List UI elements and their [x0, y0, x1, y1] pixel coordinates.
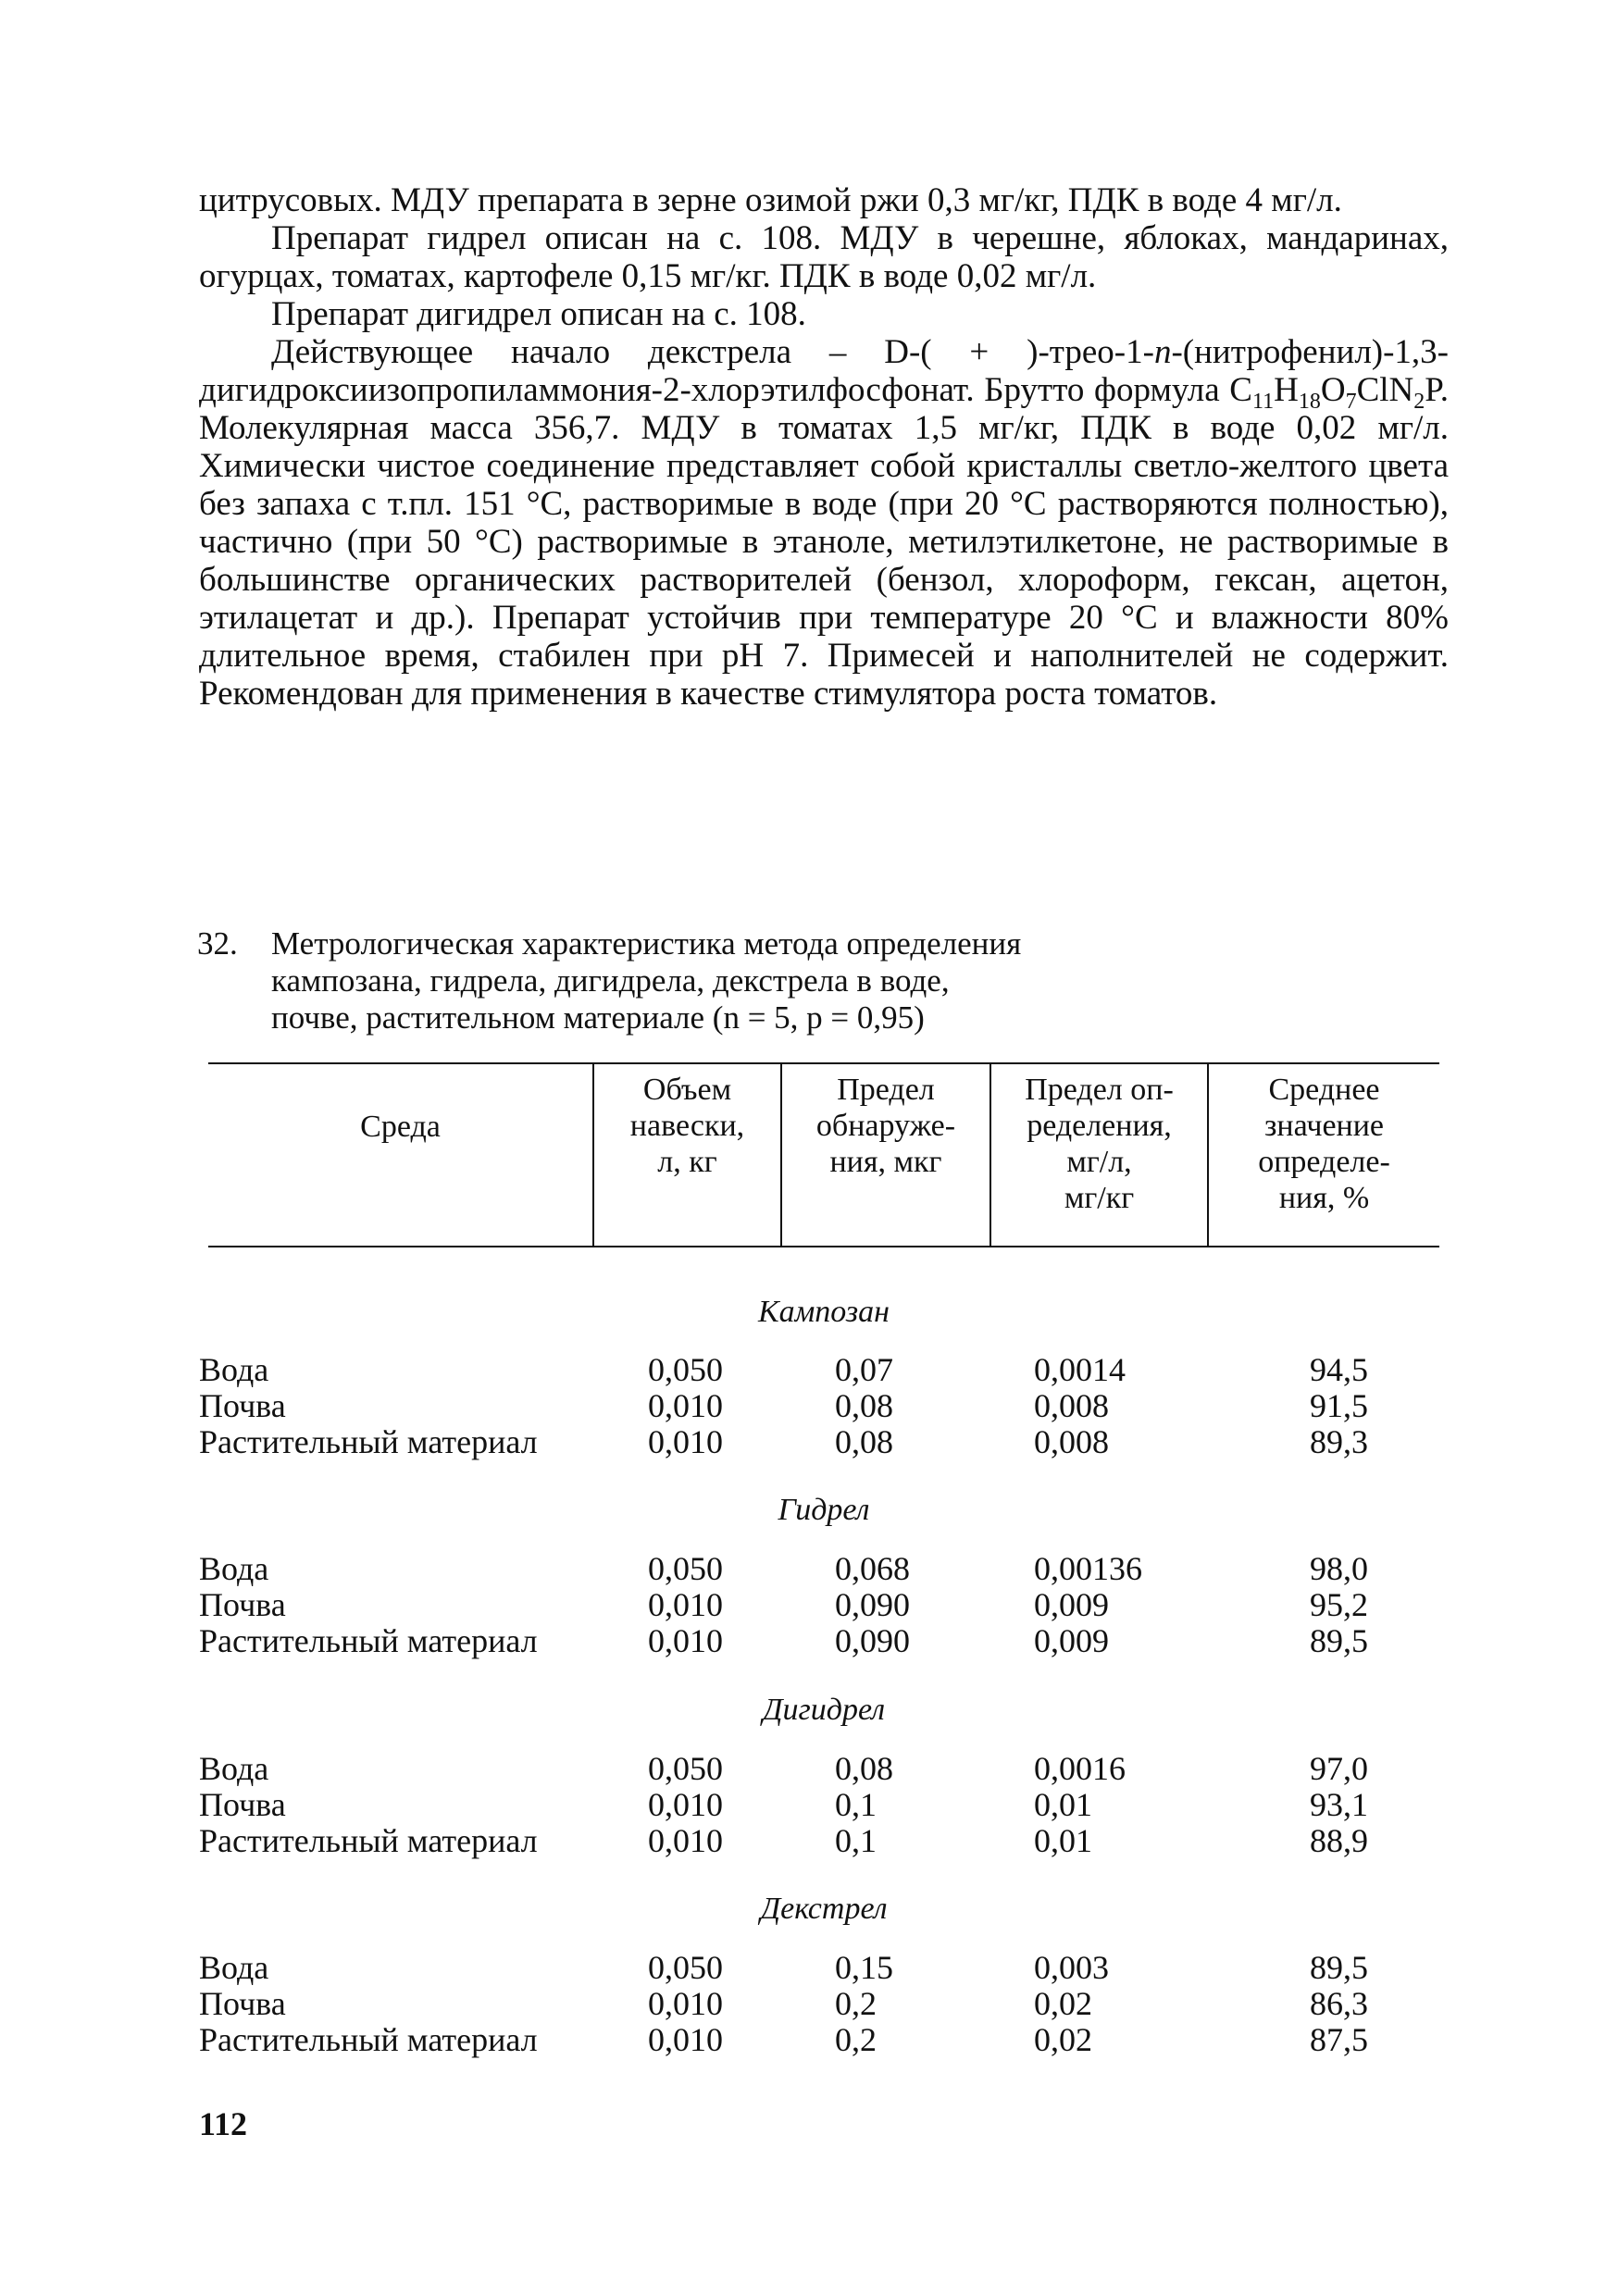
table-row: Растительный материал 0,010 0,2 0,02 87,5: [199, 2021, 1368, 2058]
paragraph-4-para-symbol: п: [1153, 333, 1172, 371]
paragraph-1: цитрусовых. МДУ препарата в зерне озимой ржи 0,3 мг/кг, ПДК в воде 4 мг/л.: [199, 181, 1342, 219]
table-row: Почва 0,010 0,2 0,02 86,3: [199, 1985, 1368, 2022]
paragraph-3: Препарат дигидрел описан на с. 108.: [271, 295, 806, 333]
header-average-value: Среднее значение определе- ния, %: [1258, 1073, 1390, 1215]
body-text: [199, 181, 1449, 713]
table-caption-line-1: Метрологическая характеристика метода определения: [271, 925, 1022, 962]
table-row: Вода 0,050 0,07 0,0014 94,5: [199, 1351, 1368, 1388]
table-row: Растительный материал 0,010 0,08 0,008 89,3: [199, 1423, 1368, 1460]
table-caption-line-3: почве, растительном материале (n = 5, p = 0,95): [271, 999, 925, 1036]
table-row: Вода 0,050 0,068 0,00136 98,0: [199, 1550, 1368, 1587]
paragraph-4-part-b: -(нитрофенил)-1,3-дигидроксиизопропиламмония-2-хлорэтилфосфонат. Брутто формула: [199, 333, 1449, 409]
paragraph-4-part-c: . Молекулярная масса 356,7. МДУ в томатах 1,5 мг/кг, ПДК в воде 0,02 мг/л. Химически чистое соединение представляет собой кристаллы светло-желтого цвета без запаха с т.пл. 151 °С, растворимые в воде (при 20 °С растворяются полностью), частично (при 50 °С) растворимые в этаноле, метилэтилкетоне, не растворимые в большинстве органических растворителей (бензол, хлороформ, гексан, ацетон, этилацетат и др.). Препарат устойчив при температуре 20 °С и влажности 80% длительное время, стабилен при pH 7. Примесей и наполнителей не содержит. Рекомендован для применения в качестве стимулятора роста томатов.: [199, 371, 1449, 713]
table-row: Почва 0,010 0,1 0,01 93,1: [199, 1786, 1368, 1823]
paragraph-4: [199, 333, 1449, 713]
paragraph-4-part-a: Действующее начало декстрела – D-( + )-трео-1-: [271, 333, 1154, 371]
table-row: Почва 0,010 0,08 0,008 91,5: [199, 1387, 1368, 1424]
header-determination-limit: Предел оп- ределения, мг/л, мг/кг: [1025, 1073, 1174, 1215]
header-detection-limit: Предел обнаруже- ния, мкг: [815, 1073, 956, 1179]
table-row: Вода 0,050 0,15 0,003 89,5: [199, 1949, 1368, 1986]
section-title-digidrel: Дигидрел: [762, 1693, 886, 1727]
table-header-rule: [208, 1246, 1439, 1247]
paragraph-2: Препарат гидрел описан на с. 108. МДУ в черешне, яблоках, мандаринах, огурцах, томатах, картофеле 0,15 мг/кг. ПДК в воде 0,02 мг/л.: [199, 219, 1449, 295]
header-volume: Объем навески, л, кг: [629, 1073, 745, 1179]
table-top-rule: [208, 1062, 1439, 1064]
table-row: Почва 0,010 0,090 0,009 95,2: [199, 1586, 1368, 1623]
table-row: Растительный материал 0,010 0,090 0,009 89,5: [199, 1622, 1368, 1659]
page-number: 112: [199, 2105, 248, 2142]
section-title-dekstrel: Декстрел: [760, 1892, 888, 1926]
table-row: Растительный материал 0,010 0,1 0,01 88,9: [199, 1822, 1368, 1859]
gross-formula: $C_{11}H_{18}O_7ClN_2P$: [1229, 371, 1440, 414]
table-number: 32.: [197, 925, 238, 962]
table-caption-line-2: кампозана, гидрела, дигидрела, декстрела в воде,: [271, 962, 950, 999]
section-title-kampozan: Кампозан: [758, 1295, 890, 1329]
section-title-gidrel: Гидрел: [778, 1493, 870, 1527]
header-env: Среда: [360, 1110, 441, 1144]
table-row: Вода 0,050 0,08 0,0016 97,0: [199, 1750, 1368, 1787]
